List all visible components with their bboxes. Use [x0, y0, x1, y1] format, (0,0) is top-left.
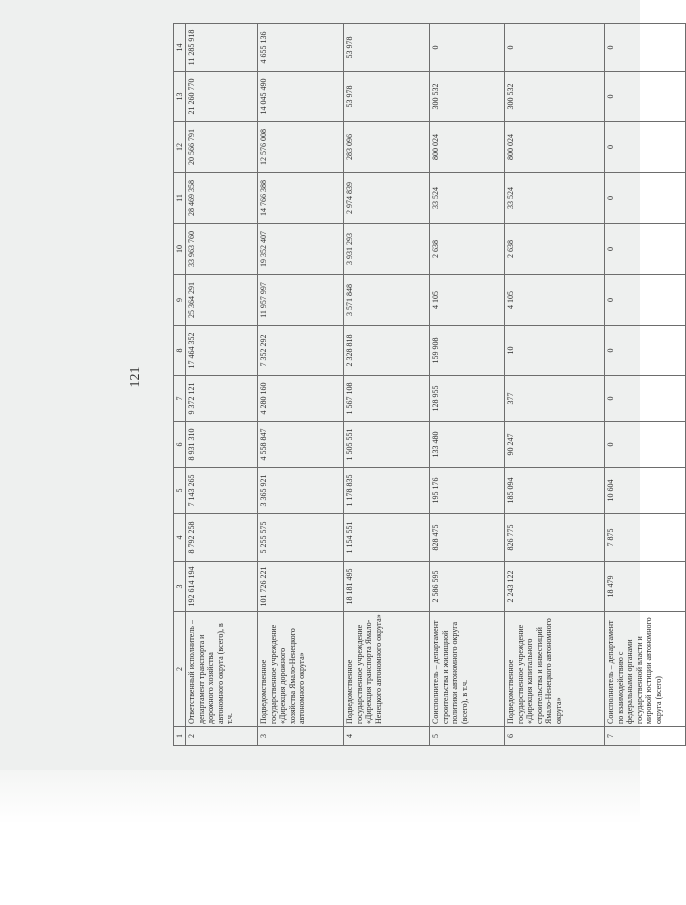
value-cell: 8 931 310	[186, 422, 258, 468]
page-bottom-margin	[0, 770, 640, 905]
value-cell: 4 105	[430, 275, 505, 326]
row-name: Подведомственное государственное учреждение «Дирекция дорожного хозяйства Ямало-Ненецкого автономного округа»	[258, 612, 344, 727]
row-name: Соисполнитель – департамент строительства и жилищной политики автономного округа (всего), в т.ч.	[430, 612, 505, 727]
value-cell: 1 154 551	[344, 514, 430, 562]
value-cell: 300 532	[430, 72, 505, 122]
value-cell: 12 576 008	[258, 122, 344, 173]
value-cell: 3 571 848	[344, 275, 430, 326]
value-cell: 25 364 291	[186, 275, 258, 326]
row-number: 7	[605, 727, 686, 746]
column-header: 10	[174, 224, 186, 275]
table-row	[605, 24, 686, 746]
value-cell: 19 352 407	[258, 224, 344, 275]
table-body	[186, 24, 686, 746]
value-cell: 2 586 595	[430, 562, 505, 612]
value-cell: 10 604	[605, 468, 686, 514]
value-cell: 192 614 194	[186, 562, 258, 612]
value-cell: 11 285 918	[186, 24, 258, 72]
value-cell: 53 978	[344, 24, 430, 72]
budget-table	[173, 23, 686, 746]
column-header: 2	[174, 612, 186, 727]
value-cell: 11 957 997	[258, 275, 344, 326]
column-header: 13	[174, 72, 186, 122]
value-cell: 8 792 258	[186, 514, 258, 562]
value-cell: 33 524	[430, 173, 505, 224]
value-cell: 1 567 108	[344, 376, 430, 422]
table-row	[344, 24, 430, 746]
value-cell: 14 766 388	[258, 173, 344, 224]
value-cell: 128 955	[430, 376, 505, 422]
rotated-table-container	[173, 24, 663, 746]
value-cell: 133 480	[430, 422, 505, 468]
value-cell: 0	[605, 326, 686, 376]
column-header: 11	[174, 173, 186, 224]
row-number: 4	[344, 727, 430, 746]
value-cell: 826 775	[505, 514, 605, 562]
value-cell: 21 260 770	[186, 72, 258, 122]
value-cell: 0	[605, 422, 686, 468]
value-cell: 800 024	[430, 122, 505, 173]
value-cell: 101 726 221	[258, 562, 344, 612]
column-header: 12	[174, 122, 186, 173]
value-cell: 18 479	[605, 562, 686, 612]
value-cell: 0	[605, 224, 686, 275]
row-number: 2	[186, 727, 258, 746]
value-cell: 4 280 160	[258, 376, 344, 422]
value-cell: 90 247	[505, 422, 605, 468]
row-number: 5	[430, 727, 505, 746]
value-cell: 7 352 292	[258, 326, 344, 376]
value-cell: 33 963 760	[186, 224, 258, 275]
row-name: Подведомственное государственное учреждение «Дирекция капитального строительства и инвестиций Ямало-Ненецкого автономного округа»	[505, 612, 605, 727]
value-cell: 7 875	[605, 514, 686, 562]
value-cell: 1 178 835	[344, 468, 430, 514]
value-cell: 0	[605, 275, 686, 326]
header-row	[174, 24, 186, 746]
value-cell: 3 931 293	[344, 224, 430, 275]
value-cell: 195 176	[430, 468, 505, 514]
value-cell: 300 532	[505, 72, 605, 122]
value-cell: 2 974 839	[344, 173, 430, 224]
table-row	[186, 24, 258, 746]
value-cell: 5 255 575	[258, 514, 344, 562]
value-cell: 7 143 265	[186, 468, 258, 514]
value-cell: 20 566 791	[186, 122, 258, 173]
row-name: Соисполнитель – департамент по взаимодействию с федеральными органами государственной власти и мировой юстиции автономного округа (всего)	[605, 612, 686, 727]
value-cell: 53 978	[344, 72, 430, 122]
value-cell: 4 105	[505, 275, 605, 326]
row-name: Подведомственное государственное учреждение «Дирекция транспорта Ямало-Ненецкого автономного округа»	[344, 612, 430, 727]
value-cell: 185 094	[505, 468, 605, 514]
value-cell: 0	[605, 24, 686, 72]
value-cell: 0	[605, 72, 686, 122]
row-name: Ответственный исполнитель – департамент транспорта и дорожного хозяйства автономного округа (всего), в т.ч.	[186, 612, 258, 727]
value-cell: 10	[505, 326, 605, 376]
column-header: 5	[174, 468, 186, 514]
table-row	[258, 24, 344, 746]
value-cell: 377	[505, 376, 605, 422]
value-cell: 3 365 921	[258, 468, 344, 514]
value-cell: 0	[605, 173, 686, 224]
value-cell: 17 464 352	[186, 326, 258, 376]
column-header: 7	[174, 376, 186, 422]
value-cell: 14 045 490	[258, 72, 344, 122]
value-cell: 0	[605, 122, 686, 173]
page-number: 121	[128, 366, 143, 388]
column-header: 8	[174, 326, 186, 376]
value-cell: 1 505 551	[344, 422, 430, 468]
value-cell: 2 243 122	[505, 562, 605, 612]
column-header: 6	[174, 422, 186, 468]
value-cell: 159 908	[430, 326, 505, 376]
table-row	[430, 24, 505, 746]
column-header: 1	[174, 727, 186, 746]
column-header: 14	[174, 24, 186, 72]
value-cell: 828 475	[430, 514, 505, 562]
value-cell: 18 181 495	[344, 562, 430, 612]
value-cell: 4 558 847	[258, 422, 344, 468]
value-cell: 2 328 818	[344, 326, 430, 376]
value-cell: 0	[430, 24, 505, 72]
value-cell: 283 096	[344, 122, 430, 173]
value-cell: 33 524	[505, 173, 605, 224]
value-cell: 2 638	[430, 224, 505, 275]
value-cell: 28 469 358	[186, 173, 258, 224]
value-cell: 2 638	[505, 224, 605, 275]
table-row	[505, 24, 605, 746]
table-header	[174, 24, 186, 746]
value-cell: 0	[605, 376, 686, 422]
column-header: 3	[174, 562, 186, 612]
column-header: 9	[174, 275, 186, 326]
value-cell: 4 655 136	[258, 24, 344, 72]
column-header: 4	[174, 514, 186, 562]
row-number: 6	[505, 727, 605, 746]
value-cell: 9 372 121	[186, 376, 258, 422]
value-cell: 800 024	[505, 122, 605, 173]
row-number: 3	[258, 727, 344, 746]
value-cell: 0	[505, 24, 605, 72]
